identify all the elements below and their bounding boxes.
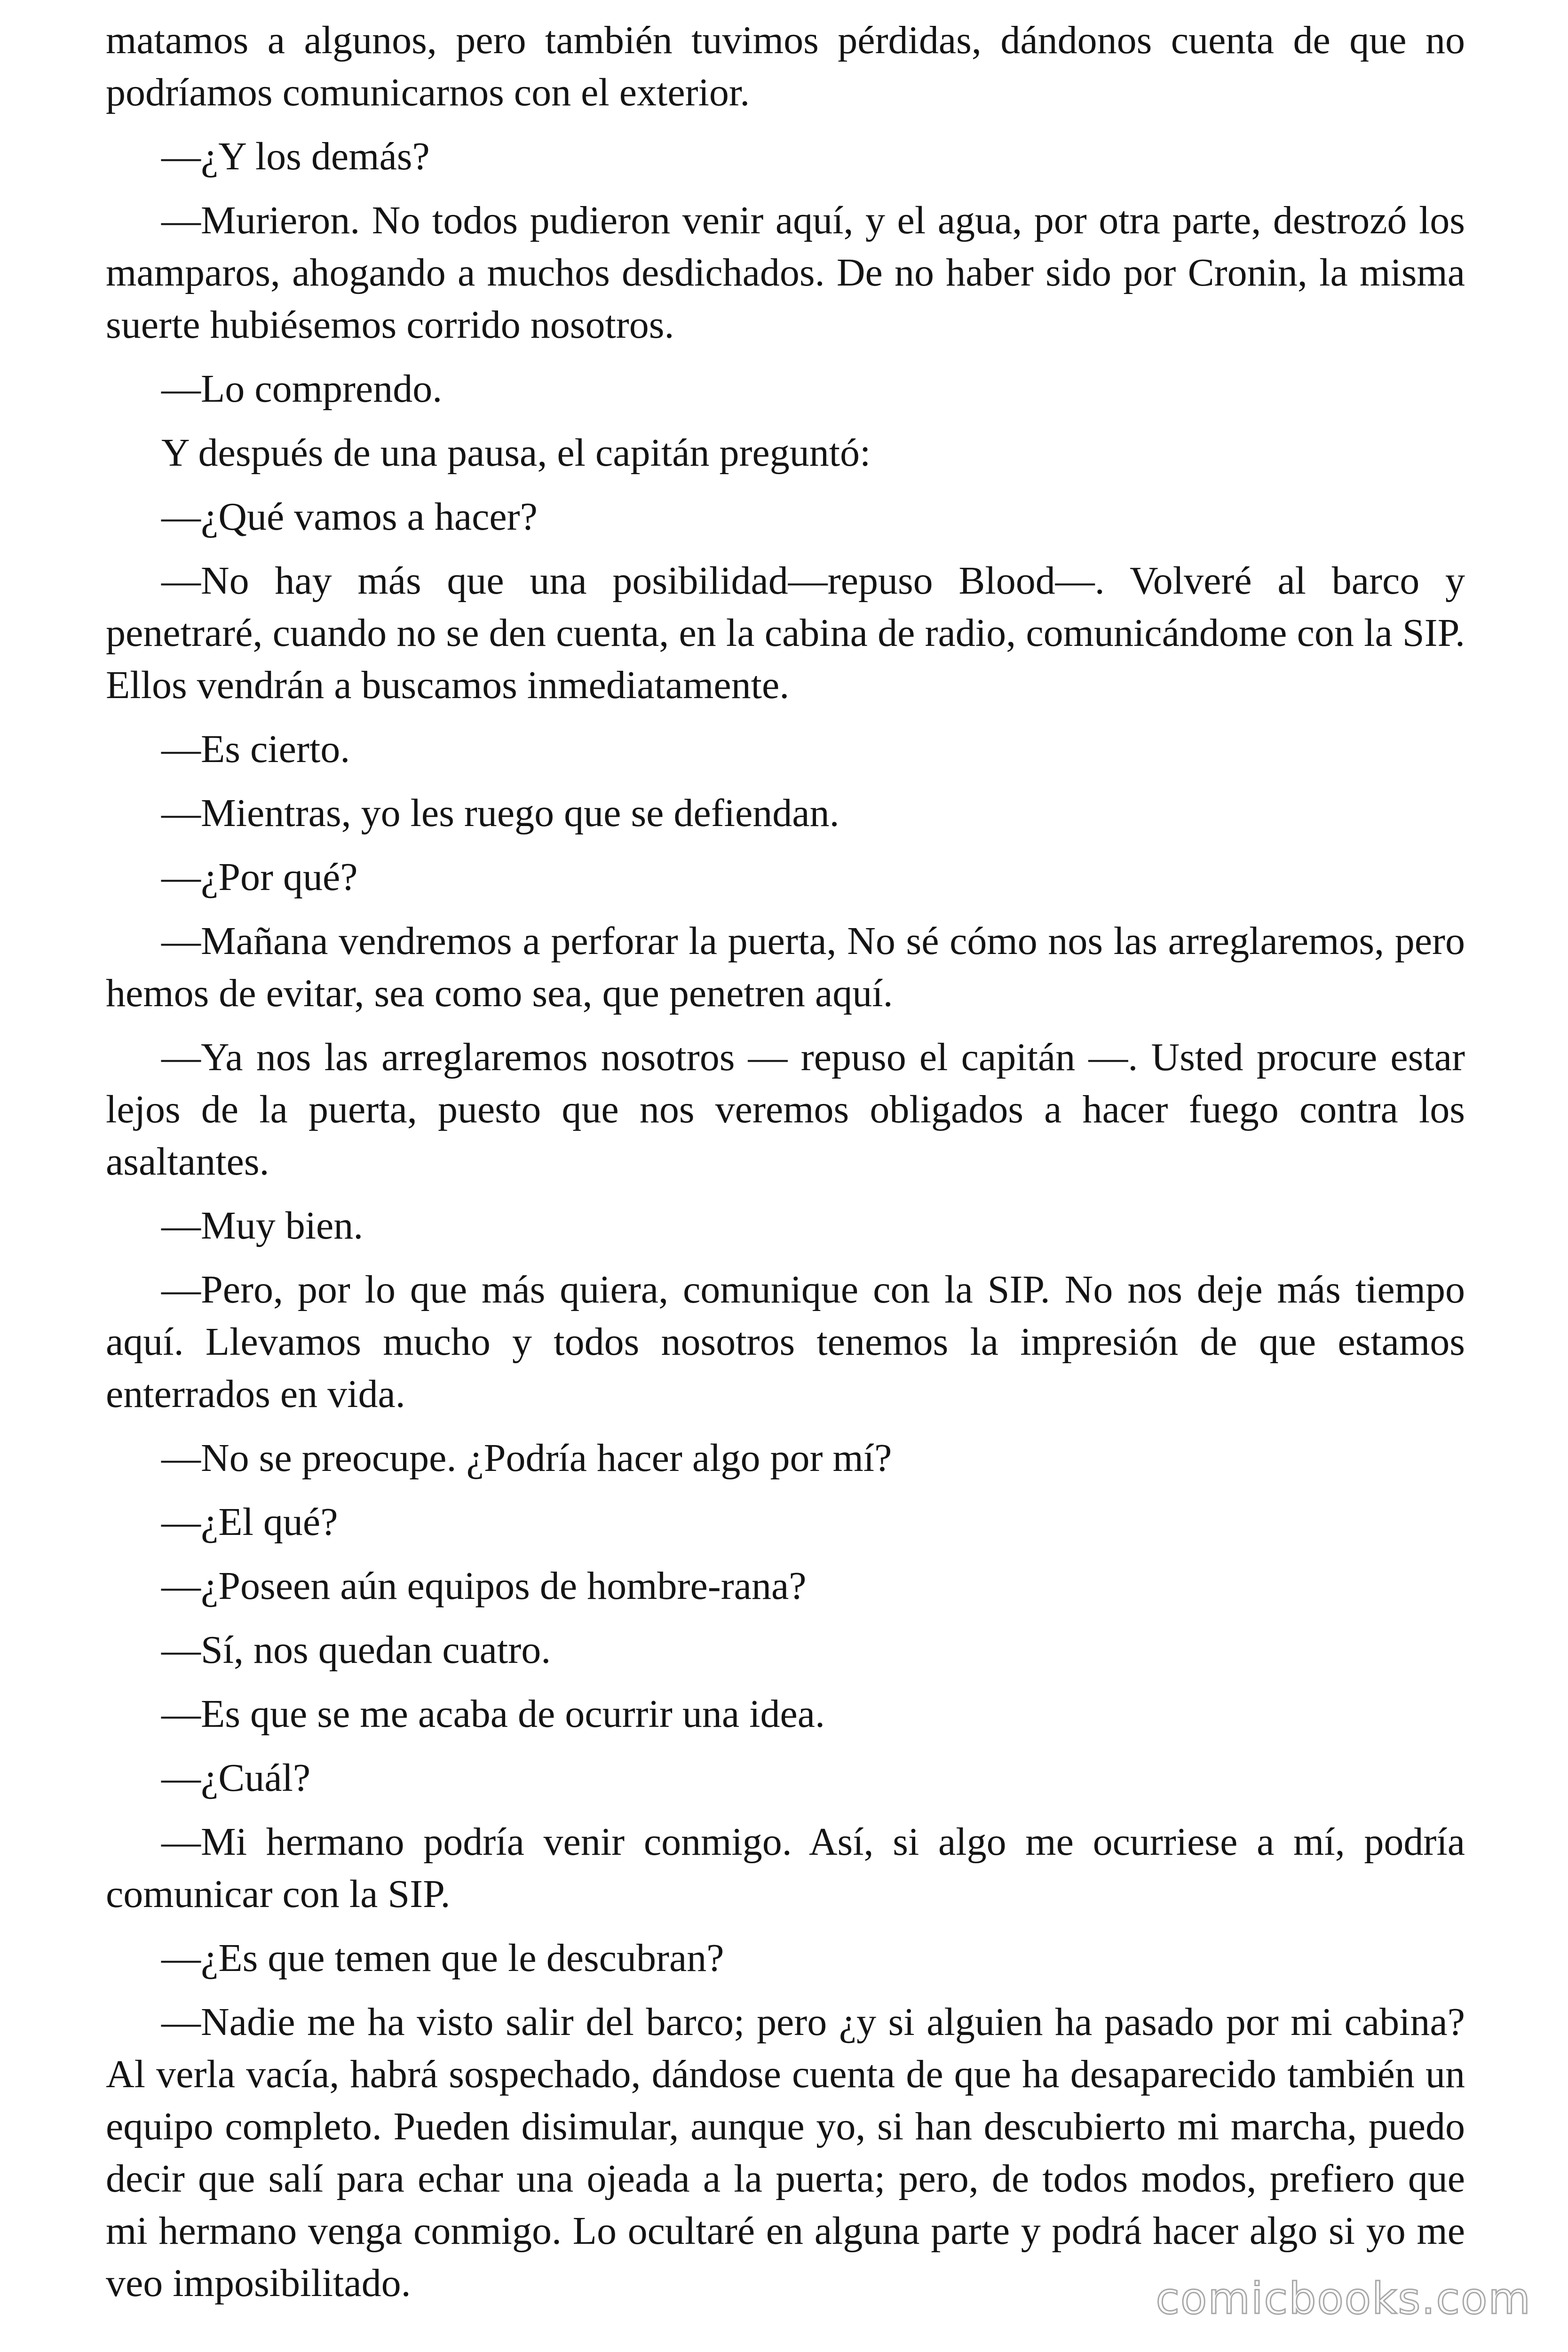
paragraph: —No hay más que una posibilidad—repuso Blood—. Volveré al barco y penetraré, cuando no se den cuenta, en la cabina de radio, comunicándome con la SIP. Ellos vendrán a buscamos inmediatamente.	[106, 559, 1465, 707]
paragraph: —Muy bien.	[161, 1204, 364, 1248]
paragraph: —¿Y los demás?	[161, 135, 430, 178]
paragraph: —Mi hermano podría venir conmigo. Así, si algo me ocurriese a mí, podría comunicar con la SIP.	[106, 1820, 1465, 1916]
paragraph: —Sí, nos quedan cuatro.	[161, 1628, 551, 1672]
paragraph: —Es que se me acaba de ocurrir una idea.	[161, 1692, 825, 1736]
page-text	[106, 14, 1465, 2321]
watermark: comicbooks.com	[1156, 2273, 1531, 2324]
paragraph: —¿Poseen aún equipos de hombre-rana?	[161, 1564, 807, 1608]
paragraph: —¿Cuál?	[161, 1756, 311, 1800]
paragraph: —No se preocupe. ¿Podría hacer algo por mí?	[161, 1436, 892, 1480]
paragraph: —¿Qué vamos a hacer?	[161, 495, 538, 539]
paragraph: —Es cierto.	[161, 727, 350, 771]
paragraph: —Mañana vendremos a perforar la puerta, No sé cómo nos las arreglaremos, pero hemos de evitar, sea como sea, que penetren aquí.	[106, 919, 1465, 1015]
paragraph: —Nadie me ha visto salir del barco; pero ¿y si alguien ha pasado por mi cabina? Al verla vacía, habrá sospechado, dándose cuenta de que ha desaparecido también un equipo completo. Pueden disimular, aunque yo, si han descubierto mi marcha, puedo decir que salí para echar una ojeada a la puerta; pero, de todos modos, prefiero que mi hermano venga conmigo. Lo ocultaré en alguna parte y podrá hacer algo si yo me veo imposibilitado.	[106, 2000, 1465, 2305]
paragraph: matamos a algunos, pero también tuvimos pérdidas, dándonos cuenta de que no podríamos comunicarnos con el exterior.	[106, 18, 1465, 114]
paragraph: —¿Por qué?	[161, 855, 358, 899]
paragraph: —¿El qué?	[161, 1500, 338, 1544]
paragraph: —Ya nos las arreglaremos nosotros — repuso el capitán —. Usted procure estar lejos de la puerta, puesto que nos veremos obligados a hacer fuego contra los asaltantes.	[106, 1035, 1465, 1184]
paragraph: Y después de una pausa, el capitán preguntó:	[161, 431, 871, 475]
paragraph: —¿Es que temen que le descubran?	[161, 1936, 724, 1980]
paragraph: —Mientras, yo les ruego que se defiendan.	[161, 791, 839, 835]
paragraph: —Pero, por lo que más quiera, comunique con la SIP. No nos deje más tiempo aquí. Llevamos mucho y todos nosotros tenemos la impresión de que estamos enterrados en vida.	[106, 1268, 1465, 1416]
paragraph: —Lo comprendo.	[161, 367, 443, 411]
paragraph: —Murieron. No todos pudieron venir aquí, y el agua, por otra parte, destrozó los mamparos, ahogando a muchos desdichados. De no haber sido por Cronin, la misma suerte hubiésemos corrido nosotros.	[106, 199, 1465, 347]
